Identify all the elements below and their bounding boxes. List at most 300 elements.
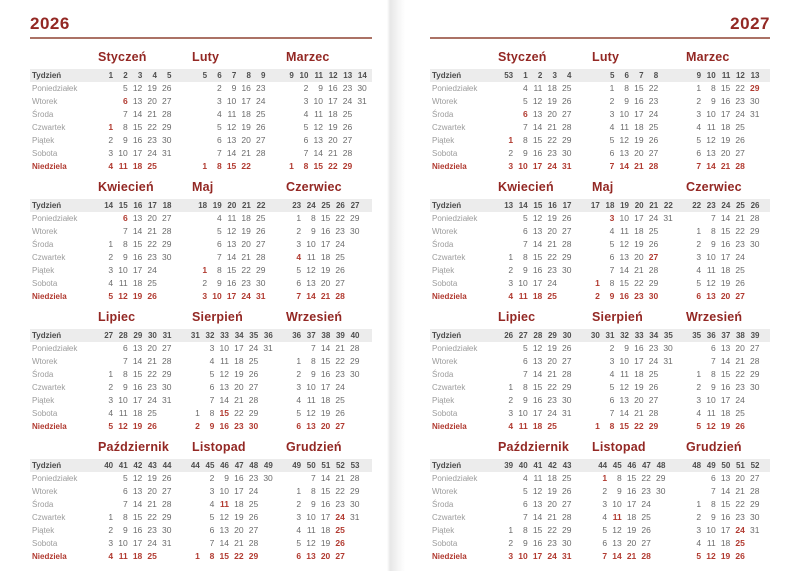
day-number-cell: 16 (720, 239, 731, 249)
week-number-cell: 16 (133, 201, 143, 210)
day-number-cell: 24 (735, 252, 745, 262)
day-number-cell: 5 (609, 135, 615, 145)
day-number-cell: 14 (612, 551, 622, 561)
day-number-cell: 28 (750, 356, 760, 366)
day-number-cell: 11 (706, 122, 716, 132)
day-label: Wtorek (32, 357, 58, 366)
day-number-cell: 30 (750, 382, 760, 392)
day-number-cell: 7 (216, 148, 222, 158)
weekday-row (430, 524, 770, 537)
day-number-cell: 4 (696, 122, 702, 132)
day-number-cell: 8 (122, 239, 128, 249)
day-number-cell: 17 (328, 96, 338, 106)
day-number-cell: 23 (147, 135, 157, 145)
day-number-cell: 12 (706, 135, 716, 145)
day-number-cell: 7 (522, 369, 528, 379)
week-number-cell: 36 (292, 331, 302, 340)
week-number-cell: 41 (118, 461, 128, 470)
day-number-cell: 17 (226, 291, 237, 301)
week-number-cell: 3 (137, 71, 143, 80)
day-number-cell: 15 (320, 213, 331, 223)
day-number-cell: 6 (522, 226, 528, 236)
day-number-cell (687, 485, 702, 498)
day-number-cell: 1 (108, 369, 114, 379)
day-number-cell (185, 394, 200, 407)
day-number-cell: 14 (706, 161, 716, 171)
day-number-cell (185, 537, 200, 550)
weekday-row (430, 537, 770, 550)
day-number-cell: 18 (626, 512, 637, 522)
day-number-cell: 25 (147, 161, 157, 171)
day-number-cell: 23 (735, 512, 745, 522)
day-number-cell: 30 (256, 278, 266, 288)
day-number-cell: 17 (132, 395, 143, 405)
day-number-cell: 28 (562, 122, 572, 132)
day-number-cell: 11 (227, 109, 237, 119)
day-number-cell: 13 (706, 291, 716, 301)
day-label: Środa (432, 110, 454, 119)
month-day-zone (276, 498, 370, 511)
day-number-cell: 27 (256, 239, 266, 249)
month-day-zone (488, 147, 582, 160)
day-number-cell: 26 (735, 551, 745, 561)
day-number-cell: 20 (234, 382, 244, 392)
day-number-cell: 11 (620, 369, 629, 379)
day-number-cell: 29 (750, 83, 760, 93)
day-number-cell: 13 (306, 421, 316, 431)
day-number-cell: 30 (248, 421, 259, 431)
day-number-cell: 23 (547, 265, 557, 275)
month-title: Wrzesień (286, 310, 343, 324)
day-label: Piątek (32, 396, 55, 405)
day-number-cell: 18 (634, 122, 644, 132)
month-day-zone (488, 95, 582, 108)
day-number-cell: 19 (132, 421, 143, 431)
weekday-row (430, 511, 770, 524)
day-number-cell (258, 550, 273, 563)
day-number-cell: 31 (162, 148, 172, 158)
day-number-cell: 3 (609, 213, 615, 223)
day-number-cell (99, 95, 114, 108)
day-number-cell (585, 355, 600, 368)
month-day-zone (676, 498, 770, 511)
day-number-cell: 13 (720, 473, 731, 483)
week-number-cell: 17 (590, 201, 600, 210)
day-number-cell: 25 (735, 122, 745, 132)
month-day-zone (488, 420, 582, 433)
month-day-zone (88, 342, 182, 355)
day-number-cell: 26 (162, 473, 172, 483)
day-number-cell: 9 (122, 252, 128, 262)
month-day-zone (582, 108, 676, 121)
day-number-cell: 6 (609, 148, 615, 158)
day-number-cell: 10 (518, 408, 528, 418)
month-day-zone (182, 95, 276, 108)
day-number-cell: 25 (335, 525, 345, 535)
month-week-numbers (182, 199, 276, 212)
month-titles-row (430, 436, 770, 459)
day-number-cell: 16 (320, 226, 331, 236)
day-number-cell: 31 (350, 512, 360, 522)
day-label: Sobota (432, 279, 458, 288)
day-number-cell (157, 160, 172, 173)
day-number-cell (258, 407, 273, 420)
day-number-cell (345, 381, 360, 394)
weekday-row (30, 160, 372, 173)
month-day-zone (676, 147, 770, 160)
day-number-cell: 7 (710, 213, 716, 223)
day-number-cell (258, 537, 273, 550)
day-label: Sobota (32, 149, 58, 158)
day-number-cell (193, 225, 208, 238)
day-number-cell: 11 (306, 395, 316, 405)
day-number-cell: 23 (248, 473, 259, 483)
day-number-cell (687, 342, 702, 355)
day-number-cell: 1 (609, 83, 615, 93)
month-week-numbers (676, 199, 770, 212)
day-number-cell: 21 (634, 408, 644, 418)
day-number-cell: 26 (162, 83, 172, 93)
day-number-cell: 1 (289, 161, 294, 171)
month-day-zone (88, 264, 182, 277)
day-number-cell: 18 (634, 226, 644, 236)
day-number-cell (499, 95, 514, 108)
day-number-cell: 21 (234, 538, 244, 548)
day-number-cell: 23 (735, 96, 745, 106)
day-number-cell: 8 (310, 486, 316, 496)
day-number-cell: 29 (248, 408, 259, 418)
day-number-cell: 6 (710, 473, 716, 483)
day-number-cell: 10 (118, 148, 128, 158)
day-number-cell: 8 (710, 226, 716, 236)
day-number-cell: 9 (522, 395, 528, 405)
weekday-row (430, 225, 770, 238)
week-number-cell: 2 (537, 71, 543, 80)
week-number-cell: 15 (118, 201, 128, 210)
day-number-cell: 10 (226, 96, 237, 106)
month-title: Styczeń (98, 50, 147, 64)
day-number-cell: 22 (648, 83, 659, 93)
day-number-cell: 30 (648, 291, 659, 301)
day-number-cell: 27 (641, 538, 651, 548)
day-number-cell: 24 (641, 499, 651, 509)
day-number-cell (99, 355, 114, 368)
week-number-cell: 41 (533, 461, 543, 470)
month-week-numbers (88, 69, 182, 82)
day-number-cell: 7 (209, 395, 215, 405)
day-number-cell: 9 (216, 278, 222, 288)
day-number-cell: 2 (296, 499, 302, 509)
month-day-zone (88, 368, 182, 381)
day-number-cell: 28 (342, 148, 353, 158)
day-number-cell: 26 (256, 122, 266, 132)
day-number-cell: 20 (234, 525, 244, 535)
day-label: Piątek (32, 136, 55, 145)
day-number-cell: 26 (147, 421, 157, 431)
day-number-cell: 3 (696, 109, 702, 119)
day-number-cell: 23 (335, 226, 345, 236)
month-day-zone (582, 251, 676, 264)
day-number-cell (499, 225, 514, 238)
day-number-cell: 7 (122, 356, 128, 366)
day-label: Wtorek (32, 227, 58, 236)
day-number-cell: 27 (648, 395, 659, 405)
day-number-cell: 1 (595, 278, 600, 288)
day-number-cell: 28 (162, 499, 172, 509)
day-number-cell: 29 (256, 265, 266, 275)
day-number-cell: 28 (162, 356, 172, 366)
day-number-cell: 5 (122, 473, 128, 483)
day-number-cell: 12 (132, 83, 143, 93)
month-day-zone (182, 134, 276, 147)
day-number-cell: 29 (350, 356, 360, 366)
day-number-cell: 10 (612, 499, 622, 509)
week-number-cell: 6 (217, 71, 222, 80)
month-day-zone (488, 121, 582, 134)
day-number-cell: 20 (320, 278, 331, 288)
day-number-cell: 1 (108, 512, 114, 522)
day-number-cell: 22 (335, 486, 345, 496)
day-number-cell: 29 (648, 421, 659, 431)
day-number-cell: 30 (162, 525, 172, 535)
day-number-cell: 4 (609, 122, 615, 132)
day-number-cell: 26 (562, 343, 572, 353)
week-number-cell: 49 (292, 461, 302, 470)
month-day-zone (488, 238, 582, 251)
day-number-cell: 5 (522, 486, 528, 496)
month-title: Luty (592, 50, 620, 64)
month-day-zone (276, 277, 370, 290)
month-day-zone (488, 212, 582, 225)
day-number-cell: 25 (256, 109, 266, 119)
week-number-cell: 12 (328, 71, 338, 80)
day-number-cell: 29 (162, 512, 172, 522)
day-number-cell: 13 (532, 109, 543, 119)
month-day-zone (88, 537, 182, 550)
day-number-cell: 9 (209, 421, 215, 431)
day-number-cell: 2 (602, 486, 608, 496)
month-titles-row (30, 176, 372, 199)
weekday-row (430, 290, 770, 303)
month-day-zone (276, 407, 370, 420)
weekday-row (430, 420, 770, 433)
month-week-numbers (676, 459, 770, 472)
day-number-cell (258, 485, 273, 498)
week-number-cell: 48 (249, 461, 259, 470)
day-number-cell (345, 394, 360, 407)
month-title: Czerwiec (686, 180, 742, 194)
weekday-row (30, 121, 372, 134)
month-day-zone (182, 212, 276, 225)
day-number-cell: 3 (508, 551, 514, 561)
month-day-zone (276, 524, 370, 537)
week-number-cell: 11 (721, 71, 731, 80)
day-number-cell: 29 (350, 486, 360, 496)
day-number-cell: 10 (306, 382, 316, 392)
day-number-cell: 11 (118, 408, 128, 418)
weekday-row (30, 251, 372, 264)
day-number-cell: 8 (303, 161, 309, 171)
day-number-cell: 22 (241, 161, 251, 171)
day-label: Środa (32, 500, 54, 509)
day-number-cell: 27 (648, 148, 659, 158)
day-number-cell: 22 (634, 278, 644, 288)
day-number-cell: 8 (616, 473, 622, 483)
day-number-cell: 10 (306, 239, 316, 249)
weekday-row (430, 82, 770, 95)
day-number-cell (279, 82, 294, 95)
week-number-cell: 23 (292, 201, 302, 210)
day-number-cell: 26 (648, 239, 659, 249)
day-number-cell: 4 (696, 408, 702, 418)
day-number-cell: 23 (735, 239, 745, 249)
week-number-cell: 13 (750, 71, 760, 80)
day-number-cell: 27 (248, 525, 259, 535)
day-number-cell: 19 (634, 135, 644, 145)
day-number-cell: 26 (562, 486, 572, 496)
day-label: Poniedziałek (432, 474, 478, 483)
day-number-cell: 7 (710, 356, 716, 366)
month-day-zone (182, 485, 276, 498)
month-day-zone (676, 264, 770, 277)
day-number-cell (193, 82, 208, 95)
day-label: Piątek (32, 526, 55, 535)
month-day-zone (182, 160, 276, 173)
day-number-cell (499, 485, 514, 498)
day-number-cell: 19 (320, 265, 331, 275)
day-number-cell: 6 (522, 109, 528, 119)
month-day-zone (676, 511, 770, 524)
day-number-cell: 21 (241, 148, 251, 158)
day-number-cell: 18 (234, 499, 244, 509)
day-number-cell: 8 (310, 213, 316, 223)
day-number-cell: 13 (619, 395, 629, 405)
month-day-zone (88, 511, 182, 524)
day-number-cell (258, 498, 273, 511)
day-label: Niedziela (432, 422, 467, 431)
day-number-cell: 27 (735, 291, 745, 301)
week-number-cell: 18 (198, 201, 208, 210)
month-day-zone (182, 537, 276, 550)
day-number-cell: 22 (735, 226, 745, 236)
day-number-cell: 11 (706, 265, 716, 275)
day-number-cell (585, 407, 600, 420)
day-number-cell: 9 (522, 148, 528, 158)
day-number-cell: 6 (216, 239, 222, 249)
day-number-cell (157, 264, 172, 277)
day-number-cell: 9 (609, 291, 615, 301)
day-number-cell: 16 (626, 486, 637, 496)
day-number-cell: 2 (108, 135, 114, 145)
day-number-cell: 20 (547, 356, 557, 366)
day-number-cell: 5 (216, 122, 222, 132)
day-number-cell (193, 251, 208, 264)
day-number-cell: 14 (226, 252, 237, 262)
day-number-cell: 6 (609, 395, 615, 405)
day-number-cell: 30 (263, 473, 273, 483)
day-number-cell: 15 (720, 369, 731, 379)
week-number-cell: 38 (321, 331, 331, 340)
day-number-cell: 6 (122, 486, 128, 496)
weekday-row (430, 212, 770, 225)
day-number-cell: 15 (132, 369, 143, 379)
month-day-zone (182, 238, 276, 251)
day-number-cell: 7 (602, 551, 608, 561)
week-number-cell: 31 (190, 331, 200, 340)
day-number-cell: 14 (132, 226, 143, 236)
day-number-cell: 6 (296, 278, 302, 288)
day-number-cell: 5 (602, 525, 608, 535)
day-number-cell: 26 (248, 512, 259, 522)
day-number-cell: 15 (132, 122, 143, 132)
day-number-cell: 21 (234, 395, 244, 405)
day-number-cell (99, 82, 114, 95)
month-day-zone (676, 524, 770, 537)
day-number-cell: 12 (532, 96, 543, 106)
day-number-cell: 3 (696, 252, 702, 262)
week-number-cell: 23 (706, 201, 716, 210)
day-number-cell: 13 (132, 96, 143, 106)
month-week-numbers (582, 329, 676, 342)
day-number-cell: 22 (234, 551, 244, 561)
day-number-cell: 3 (609, 356, 615, 366)
day-number-cell: 21 (735, 356, 745, 366)
day-number-cell: 16 (720, 512, 731, 522)
day-number-cell: 27 (162, 343, 172, 353)
day-number-cell: 6 (296, 551, 302, 561)
day-number-cell: 9 (710, 382, 716, 392)
day-number-cell: 8 (522, 252, 528, 262)
day-number-cell: 1 (696, 83, 702, 93)
day-number-cell: 20 (147, 486, 157, 496)
year-header-right (430, 14, 770, 36)
month-day-zone (276, 160, 370, 173)
day-number-cell: 28 (750, 213, 760, 223)
day-number-cell: 18 (132, 408, 143, 418)
day-number-cell: 23 (234, 421, 244, 431)
day-number-cell: 24 (147, 538, 157, 548)
month-day-zone (182, 82, 276, 95)
weekday-row (430, 407, 770, 420)
month-day-zone (488, 407, 582, 420)
month-day-zone (88, 147, 182, 160)
month-day-zone (582, 225, 676, 238)
day-number-cell (279, 134, 294, 147)
month-day-zone (182, 342, 276, 355)
day-number-cell: 17 (532, 278, 543, 288)
day-number-cell: 4 (108, 278, 114, 288)
day-number-cell: 16 (634, 343, 644, 353)
day-number-cell (585, 225, 600, 238)
weekday-row (430, 498, 770, 511)
day-number-cell: 4 (303, 109, 309, 119)
day-number-cell (185, 342, 200, 355)
day-number-cell: 7 (609, 265, 615, 275)
day-number-cell: 16 (132, 525, 143, 535)
day-number-cell: 14 (720, 356, 731, 366)
day-number-cell (585, 264, 600, 277)
month-day-zone (582, 95, 676, 108)
day-number-cell: 11 (533, 83, 543, 93)
day-number-cell: 20 (626, 538, 637, 548)
weekday-row (30, 225, 372, 238)
day-number-cell: 21 (147, 499, 157, 509)
week-number-cell: 1 (523, 71, 528, 80)
day-number-cell: 20 (547, 109, 557, 119)
day-number-cell: 28 (248, 395, 259, 405)
day-number-cell: 1 (508, 525, 514, 535)
day-number-cell: 16 (532, 538, 543, 548)
